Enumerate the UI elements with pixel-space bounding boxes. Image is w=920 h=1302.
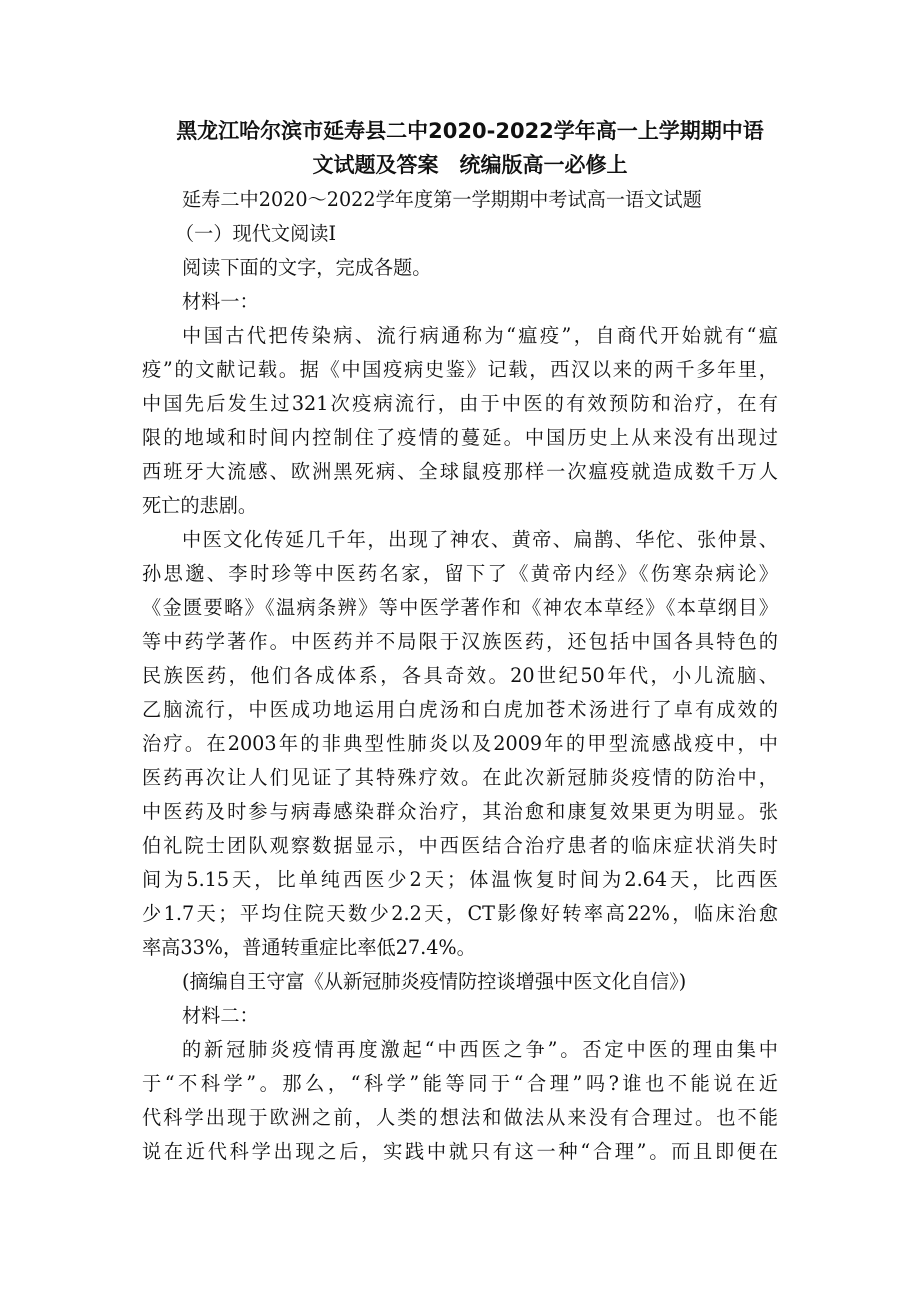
- paragraph-line: 死亡的悲剧。: [142, 494, 258, 517]
- paragraph-line: 限的地域和时间内控制住了疫情的蔓延。中国历史上从来没有出现过: [142, 426, 778, 449]
- paragraph-line: 伯礼院士团队观察数据显示，中西医结合治疗患者的临床症状消失时: [142, 834, 778, 857]
- paragraph-line: 少1.7天；平均住院天数少2.2天，CT影像好转率高22%，临床治愈: [142, 902, 778, 925]
- paragraph-line: 的新冠肺炎疫情再度激起“中西医之争”。否定中医的理由集中: [182, 1038, 778, 1061]
- material-1-label: 材料一：: [182, 290, 259, 313]
- paragraph-line: 乙脑流行，中医成功地运用白虎汤和白虎加苍术汤进行了卓有成效的: [142, 698, 778, 721]
- paragraph-line: 率高33%，普通转重症比率低27.4%。: [142, 936, 476, 959]
- paragraph-line: 治疗。在2003年的非典型性肺炎以及2009年的甲型流感战疫中，中: [142, 732, 778, 755]
- paragraph-line: 中医药及时参与病毒感染群众治疗，其治愈和康复效果更为明显。张: [142, 800, 778, 823]
- source-citation: (摘编自王守富《从新冠肺炎疫情防控谈增强中医文化自信》): [182, 970, 687, 993]
- exam-subtitle: 延寿二中2020～2022学年度第一学期期中考试高一语文试题: [182, 188, 702, 211]
- paragraph-line: 医药再次让人们见证了其特殊疗效。在此次新冠肺炎疫情的防治中，: [142, 766, 778, 789]
- paragraph-line: 疫”的文献记载。据《中国疫病史鉴》记载，西汉以来的两千多年里，: [142, 358, 778, 381]
- paragraph-line: 于“不科学”。那么，“科学”能等同于“合理”吗?谁也不能说在近: [142, 1072, 778, 1095]
- section-heading: （一）现代文阅读Ⅰ: [175, 222, 337, 245]
- paragraph-line: 代科学出现于欧洲之前，人类的想法和做法从来没有合理过。也不能: [142, 1106, 778, 1129]
- document-title-line-2: 文试题及答案 统编版高一必修上: [312, 153, 628, 177]
- paragraph-line: 民族医药，他们各成体系，各具奇效。20世纪50年代，小儿流脑、: [142, 664, 778, 687]
- paragraph-line: 中国古代把传染病、流行病通称为“瘟疫”，自商代开始就有“瘟: [182, 324, 778, 347]
- material-2-label: 材料二：: [182, 1004, 259, 1027]
- paragraph-line: 西班牙大流感、欧洲黑死病、全球鼠疫那样一次瘟疫就造成数千万人: [142, 460, 778, 483]
- paragraph-line: 等中药学著作。中医药并不局限于汉族医药，还包括中国各具特色的: [142, 630, 778, 653]
- paragraph-line: 中医文化传延几千年，出现了神农、黄帝、扁鹊、华佗、张仲景、: [182, 528, 778, 551]
- instruction-text: 阅读下面的文字，完成各题。: [182, 256, 432, 279]
- paragraph-line: 间为5.15天，比单纯西医少2天；体温恢复时间为2.64天，比西医: [142, 868, 778, 891]
- paragraph-line: 中国先后发生过321次疫病流行，由于中医的有效预防和治疗，在有: [142, 392, 778, 415]
- paragraph-line: 说在近代科学出现之后，实践中就只有这一种“合理”。而且即便在: [142, 1140, 778, 1163]
- paragraph-line: 孙思邈、李时珍等中医药名家，留下了《黄帝内经》《伤寒杂病论》: [142, 562, 778, 585]
- paragraph-line: 《金匮要略》《温病条辨》等中医学著作和《神农本草经》《本草纲目》: [142, 596, 778, 619]
- document-title-line-1: 黑龙江哈尔滨市延寿县二中2020-2022学年高一上学期期中语: [176, 119, 764, 143]
